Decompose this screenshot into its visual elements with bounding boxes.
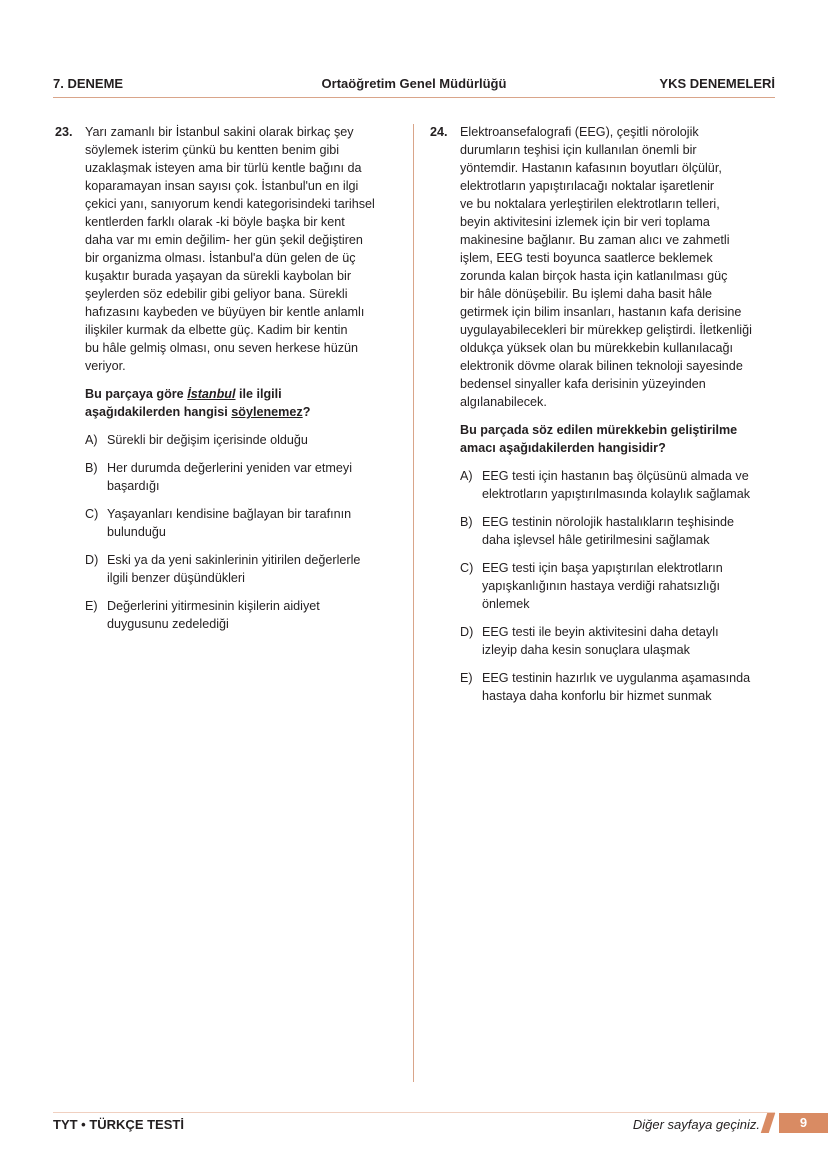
- text-line: elektrotların yapıştırılmasında kolaylık sağlamak: [482, 487, 751, 501]
- text-line: kentlerden farklı olarak -ki böyle başka bir kent: [85, 215, 345, 229]
- option-a[interactable]: [85, 431, 405, 449]
- stem-emphasis: İstanbul: [187, 387, 236, 401]
- text-line: Elektroansefalografi (EEG), çeşitli nörolojik: [460, 125, 699, 139]
- question-23: [55, 123, 405, 633]
- footer-next-page: Diğer sayfaya geçiniz.: [632, 1117, 760, 1132]
- option-letter: B): [460, 515, 473, 529]
- option-b[interactable]: [460, 513, 780, 549]
- question-24: [430, 123, 780, 705]
- text-line: söylemek isterim çünkü bu kentten benim gibi: [85, 143, 340, 157]
- text-line: EEG testinin nörolojik hastalıkların teşhisinde: [482, 515, 735, 529]
- option-e[interactable]: [85, 597, 405, 633]
- text-line: amacı aşağıdakilerden hangisidir?: [460, 441, 666, 455]
- text-line: çekici yanı, sanıyorum kendi kategorisindeki tarihsel: [85, 197, 375, 211]
- text-line: beyin aktivitesini izlemek için bir veri toplama: [460, 215, 710, 229]
- option-letter: D): [85, 553, 99, 567]
- option-letter: C): [460, 561, 474, 575]
- option-c[interactable]: [85, 505, 405, 541]
- text-line: bir hâle dönüşebilir. Bu işlemi daha basit hâle: [460, 287, 713, 301]
- option-letter: D): [460, 625, 474, 639]
- passage: [460, 123, 780, 411]
- page-number: 9: [779, 1113, 828, 1133]
- option-letter: A): [460, 469, 473, 483]
- text-line: bir organizma olması. İstanbul'a dün gelen de üç: [85, 251, 356, 265]
- text-line: Yaşayanları kendisine bağlayan bir tarafının: [107, 507, 352, 521]
- passage: [85, 123, 405, 375]
- text-line: EEG testi için başa yapıştırılan elektrotların: [482, 561, 723, 575]
- header-right: YKS DENEMELERİ: [659, 76, 775, 91]
- text-line: hafızasını kaybeden ve büyüyen bir kentle anlamlı: [85, 305, 365, 319]
- question-number: 23.: [55, 125, 73, 139]
- text-line: makinesine bağlanır. Bu zaman alıcı ve zahmetli: [460, 233, 730, 247]
- column-divider: [413, 124, 414, 1082]
- text-line: ilgili benzer düşündükleri: [107, 571, 245, 585]
- text-line: veriyor.: [85, 359, 126, 373]
- text-line: elektronik dövme olarak bilinen teknoloji sayesinde: [460, 359, 743, 373]
- option-letter: A): [85, 433, 98, 447]
- options: [85, 431, 405, 633]
- text-line: getirmek için bilim insanları, hastanın kafa derisine: [460, 305, 742, 319]
- header-rule: [53, 97, 775, 98]
- text-line: hastaya daha konforlu bir hizmet sunmak: [482, 689, 712, 703]
- option-d[interactable]: [85, 551, 405, 587]
- text-line: Sürekli bir değişim içerisinde olduğu: [107, 433, 308, 447]
- footer-rule: [53, 1112, 775, 1113]
- text-line: yapışkanlığının hastaya verdiği rahatsızlığı: [482, 579, 721, 593]
- text-line: elektrotların yapıştırılacağı noktalar işaretlenir: [460, 179, 715, 193]
- text-line: daha var mı emin değilim- her gün şekil değiştiren: [85, 233, 363, 247]
- text-line: yöntemdir. Hastanın kafasının boyutları ölçülür,: [460, 161, 722, 175]
- stem-emphasis: söylenemez: [231, 405, 303, 419]
- text-line: şeylerden söz edebilir gibi geliyor bana. Sürekli: [85, 287, 348, 301]
- text-line: EEG testi ile beyin aktivitesini daha detaylı: [482, 625, 719, 639]
- text-line: Bu parçada söz edilen mürekkebin geliştirilme: [460, 423, 738, 437]
- text-line: daha işlevsel hâle getirilmesini sağlamak: [482, 533, 710, 547]
- text-line: duygusunu zedelediği: [107, 617, 229, 631]
- option-letter: E): [85, 599, 98, 613]
- text-line: Yarı zamanlı bir İstanbul sakini olarak birkaç şey: [85, 125, 354, 139]
- text-line: bedensel sinyaller kafa derisinin yüzeyinden: [460, 377, 706, 391]
- text-line: algılanabilecek.: [460, 395, 547, 409]
- option-e[interactable]: [460, 669, 780, 705]
- text-line: kuşaktır burada yaşayan da sürekli kaybolan bir: [85, 269, 352, 283]
- footer-slash-decoration: [761, 1113, 775, 1133]
- option-letter: E): [460, 671, 473, 685]
- text-line: ilişkiler kurmak da elbette güç. Kadim bir kentin: [85, 323, 348, 337]
- option-letter: C): [85, 507, 99, 521]
- text-line: izleyip daha kesin sonuçlara ulaşmak: [482, 643, 690, 657]
- stem-text: aşağıdakilerden hangisi: [85, 405, 232, 419]
- text-line: EEG testi için hastanın baş ölçüsünü almada ve: [482, 469, 749, 483]
- question-stem: [85, 385, 405, 421]
- text-line: Her durumda değerlerini yeniden var etmeyi: [107, 461, 353, 475]
- text-line: durumların teşhisi için kullanılan önemli bir: [460, 143, 697, 157]
- option-d[interactable]: [460, 623, 780, 659]
- footer-test-name: TYT • TÜRKÇE TESTİ: [53, 1117, 184, 1132]
- question-number: 24.: [430, 125, 448, 139]
- text-line: uygulayabilecekleri bir mürekkep geliştirdi. İletkenliği: [460, 323, 752, 337]
- text-line: EEG testinin hazırlık ve uygulanma aşamasında: [482, 671, 751, 685]
- text-line: başardığı: [107, 479, 160, 493]
- stem-text: Bu parçaya göre: [85, 387, 188, 401]
- header-center: Ortaöğretim Genel Müdürlüğü: [321, 76, 507, 91]
- stem-text: ?: [302, 405, 311, 419]
- text-line: bu hâle gelmiş olması, onu seven herkese hüzün: [85, 341, 359, 355]
- text-line: bulunduğu: [107, 525, 166, 539]
- text-line: Eski ya da yeni sakinlerinin yitirilen değerlerle: [107, 553, 361, 567]
- option-a[interactable]: [460, 467, 780, 503]
- option-letter: B): [85, 461, 98, 475]
- options: [460, 467, 780, 705]
- text-line: uzaklaşmak isteyen ama bir türlü kentle bağını da: [85, 161, 362, 175]
- text-line: zorunda kalan birçok hasta için katlanılması güç: [460, 269, 728, 283]
- option-c[interactable]: [460, 559, 780, 613]
- text-line: önlemek: [482, 597, 530, 611]
- text-line: ve bu noktalara yerleştirilen elektrotların telleri,: [460, 197, 720, 211]
- option-b[interactable]: [85, 459, 405, 495]
- header-left: 7. DENEME: [53, 76, 124, 91]
- question-stem: [460, 421, 780, 457]
- text-line: Değerlerini yitirmesinin kişilerin aidiyet: [107, 599, 320, 613]
- text-line: koparamayan insan sayısı çok. İstanbul'un en ilgi: [85, 179, 359, 193]
- text-line: işlem, EEG testi boyunca saatlerce beklemek: [460, 251, 713, 265]
- text-line: oldukça yüksek olan bu mürekkebin kullanılacağı: [460, 341, 734, 355]
- stem-text: ile ilgili: [235, 387, 282, 401]
